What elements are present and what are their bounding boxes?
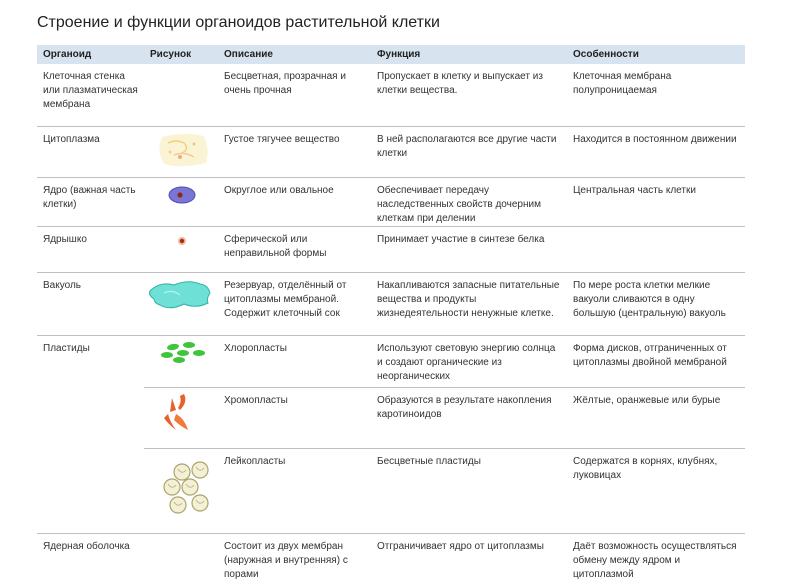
table-row: [37, 533, 745, 585]
cell-features: Центральная часть клетки: [567, 177, 745, 226]
cell-picture: [144, 64, 218, 126]
cell-organoid: Клеточная стенка или плазматическая мембрана: [37, 64, 144, 126]
cell-function: Обеспечивает передачу наследственных свойств дочерним клеткам при делении: [371, 177, 567, 226]
leucoplasts-icon: [144, 449, 218, 533]
cell-picture: [144, 126, 218, 177]
cell-features: Клеточная мембрана полупроницаемая: [567, 64, 745, 126]
header-description: Описание: [218, 45, 371, 64]
cell-organoid: Ядрышко: [37, 226, 144, 272]
cell-description: Хлоропласты: [218, 335, 371, 387]
nucleus-icon: [144, 178, 218, 222]
page-title: Строение и функции органоидов растительной клетки: [37, 14, 440, 31]
cell-picture: [144, 387, 218, 448]
cell-organoid: Ядро (важная часть клетки): [37, 177, 144, 226]
cell-function: Принимает участие в синтезе белка: [371, 226, 567, 272]
cell-description: Округлое или овальное: [218, 177, 371, 226]
cell-features: Находится в постоянном движении: [567, 126, 745, 177]
cell-organoid: [37, 448, 144, 533]
table-row: [37, 335, 745, 387]
cell-function: В ней располагаются все другие части клетки: [371, 126, 567, 177]
table-row: [37, 387, 745, 448]
cell-description: Сферической или неправильной формы: [218, 226, 371, 272]
cell-function: Используют световую энергию солнца и создают органические из неорганических: [371, 335, 567, 387]
vacuole-icon: [144, 273, 218, 333]
table-row: [37, 177, 745, 226]
table-row: [37, 272, 745, 335]
chromoplasts-icon: [144, 388, 218, 446]
cell-picture: [144, 272, 218, 335]
cell-organoid: Ядерная оболочка: [43, 540, 130, 552]
cell-features: [567, 226, 745, 272]
cell-picture: [144, 533, 218, 585]
cell-description: Бесцветная, прозрачная и очень прочная: [218, 64, 371, 126]
header-features: Особенности: [567, 45, 745, 64]
cell-function: Накапливаются запасные питательные вещества и продукты жизнедеятельности ненужные клетке.: [371, 272, 567, 335]
cell-picture: [144, 448, 218, 533]
cell-function: Отграничивает ядро от цитоплазмы: [377, 540, 544, 552]
cell-features: Форма дисков, отграниченных от цитоплазмы двойной мембраной: [567, 335, 745, 387]
header-picture: Рисунок: [144, 45, 218, 64]
cell-description: Лейкопласты: [218, 448, 371, 533]
nucleolus-icon: [144, 227, 218, 271]
table-header-row: [37, 45, 745, 64]
cell-picture: [144, 335, 218, 387]
cell-function: Образуются в результате накопления каротиноидов: [371, 387, 567, 448]
cell-features: Содержатся в корнях, клубнях, луковицах: [567, 448, 745, 533]
chloroplasts-icon: [144, 336, 218, 386]
header-organoid: Органоид: [37, 45, 144, 64]
cell-description: Густое тягучее вещество: [218, 126, 371, 177]
cell-features: По мере роста клетки мелкие вакуоли сливаются в одну большую (центральную) вакуоль: [567, 272, 745, 335]
cell-organoid: [37, 387, 144, 448]
cell-description: Хромопласты: [218, 387, 371, 448]
cell-description: Резервуар, отделённый от цитоплазмы мембраной. Содержит клеточный сок: [218, 272, 371, 335]
cell-features: Даёт возможность осуществляться обмену между ядром и цитоплазмой: [573, 540, 737, 580]
cell-picture: [144, 177, 218, 226]
cell-description: Состоит из двух мембран (наружная и внутренняя) с порами: [224, 540, 348, 580]
cell-picture: [144, 226, 218, 272]
table-row: [37, 226, 745, 272]
cell-organoid: Цитоплазма: [37, 126, 144, 177]
cell-function: Бесцветные пластиды: [371, 448, 567, 533]
table-row: [37, 448, 745, 533]
cytoplasm-icon: [144, 127, 218, 177]
organoids-table: [37, 45, 745, 585]
cell-function: Пропускает в клетку и выпускает из клетки вещества.: [371, 64, 567, 126]
cell-organoid: Вакуоль: [37, 272, 144, 335]
cell-organoid: Пластиды: [43, 342, 90, 354]
table-row: [37, 64, 745, 126]
cell-features: Жёлтые, оранжевые или бурые: [567, 387, 745, 448]
table-row: [37, 126, 745, 177]
header-function: Функция: [371, 45, 567, 64]
